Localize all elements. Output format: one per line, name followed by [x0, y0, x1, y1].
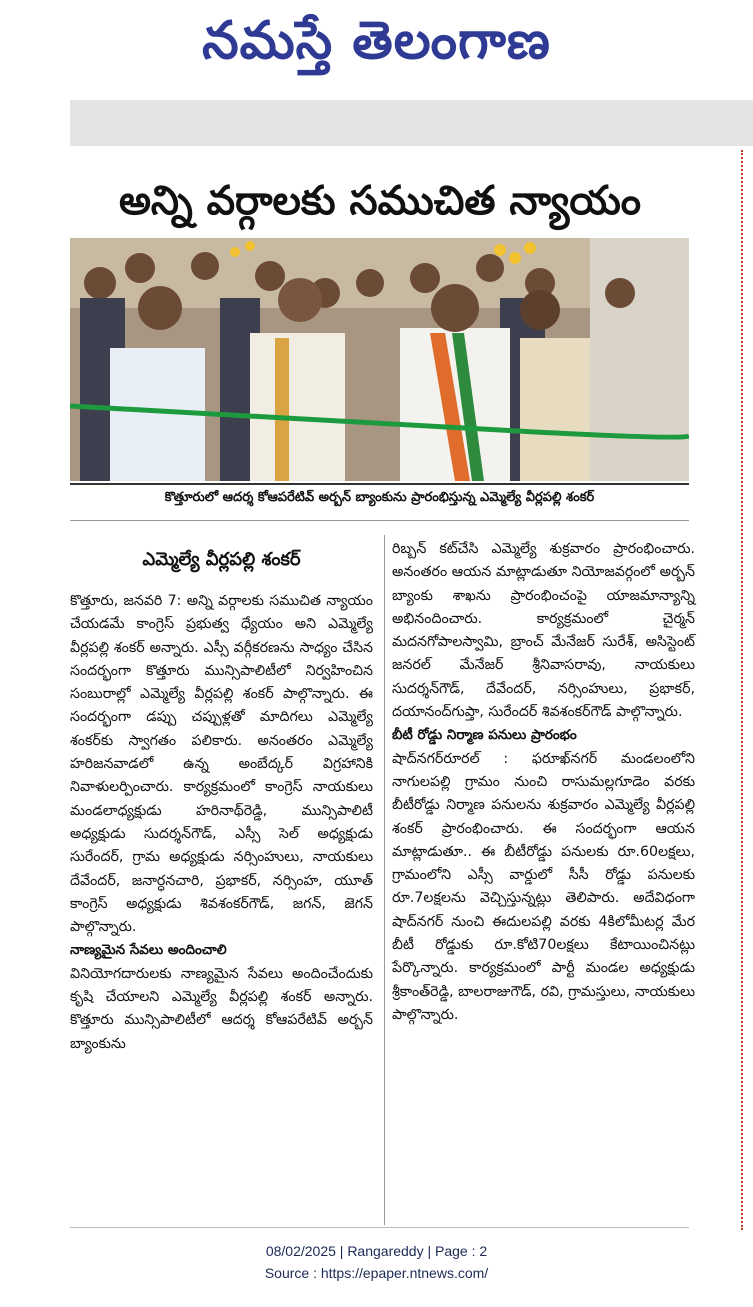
left-paragraph-2: వినియోగదారులకు నాణ్యమైన సేవలు అందించేందుకు కృషి చేయాలని ఎమ్మెల్యే వీర్లపల్లి శంకర్ అన్నారు. కొత్తూరు మున్సిపాలిటీలో ఆదర్శ కోఆపరేటివ్ అర్బన్ బ్యాంకును: [70, 965, 373, 1052]
masthead-title: నమస్తే తెలంగాణ: [202, 10, 551, 71]
right-paragraph-2: షాద్‌నగర్‌రూరల్ : ఫరూఖ్‌నగర్ మండలంలోని నాగులపల్లి గ్రామం నుంచి రాసుమల్లగూడెం వరకు బీటీరోడ్డు నిర్మాణ పనులను శుక్రవారం ఎమ్మెల్యే వీర్లపల్లి శంకర్ ప్రారంభించారు. ఈ సందర్భంగా ఆయన మాట్లాడుతూ.. ఈ బీటీరోడ్డు పనులకు రూ.60లక్షలు, గ్రామంలోని ఎస్సీ వార్డులో సీసీ రోడ్డు పనులకు రూ.7లక్షలను వెచ్చిస్తున్నట్లు తెలిపారు. అదేవిధంగా షాద్‌నగర్ నుంచి ఈదులపల్లి వరకు 4కిలోమీటర్ల మేర బీటీ రోడ్డుకు రూ.కోటి70లక్షలు కేటాయించినట్లు పేర్కొన్నారు. కార్యక్రమంలో పార్టీ మండల అధ్యక్షుడు శ్రీకాంత్‌రెడ్డి, బాలరాజుగౌడ్, రవి, గ్రామస్తులు, నాయకులు పాల్గొన్నారు.: [392, 750, 695, 1023]
footer-rule: [70, 1227, 689, 1228]
right-paragraph-1: రిబ్బన్ కట్‌చేసి ఎమ్మెల్యే శుక్రవారం ప్రారంభించారు. అనంతరం ఆయన మాట్లాడుతూ నియోజవర్గంలో అర్బన్ బ్యాంకు శాఖను ప్రారంభించంపై యాజమాన్యాన్ని అభినందించారు. కార్యక్రమంలో చైర్మన్ మదనగోపాలస్వామి, బ్రాంచ్ మేనేజర్ సురేశ్, అసిస్టెంట్ జనరల్ మేనేజర్ శ్రీనివాసరావు, నాయకులు సుదర్శన్‌గౌడ్, దేవేందర్, నర్సింహులు, ప్రభాకర్, దయానంద్‌గుప్తా, సురేందర్ శివశంకర్‌గౌడ్ పాల్గొన్నారు.: [392, 541, 695, 721]
article-byline: ఎమ్మెల్యే వీర్లపల్లి శంకర్: [142, 549, 301, 570]
left-subheading: నాణ్యమైన సేవలు అందించాలి: [70, 942, 227, 959]
header-band: [70, 100, 753, 146]
photo-caption: కొత్తూరులో ఆదర్శ కోఆపరేటివ్ అర్బన్ బ్యాంకును ప్రారంభిస్తున్న ఎమ్మెల్యే వీర్లపల్లి శంకర్: [164, 490, 595, 505]
footer-source-link[interactable]: Source : https://epaper.ntnews.com/: [264, 1265, 489, 1281]
margin-dotted-rule: [741, 150, 743, 1230]
article-photo: [70, 238, 689, 481]
footer-date-edition: 08/02/2025 | Rangareddy | Page : 2: [265, 1243, 488, 1259]
caption-divider: [70, 483, 689, 485]
left-paragraph-1: కొత్తూరు, జనవరి 7: అన్ని వర్గాలకు సముచిత న్యాయం చేయడమే కాంగ్రెస్ ప్రభుత్వ ధ్యేయం అని ఎమ్మెల్యే వీర్లపల్లి శంకర్ అన్నారు. ఎస్సీ వర్గీకరణను సాధ్యం చేసిన సందర్భంగా కొత్తూరు మున్సిపాలిటీలో నిర్వహించిన సంబురాల్లో ఎమ్మెల్యే వీర్లపల్లి శంకర్ పాల్గొన్నారు. ఈ సందర్భంగా డప్పు చప్పుళ్లతో మాదిగలు ఎమ్మెల్యే శంకర్‌కు స్వాగతం పలికారు. అనంతరం ఎమ్మెల్యే హరిజనవాడలో ఉన్న అంబేద్కర్ విగ్రహానికి నివాళులర్పించారు. కార్యక్రమంలో కాంగ్రెస్ నాయకులు మండలాధ్యక్షుడు హరినాథ్‌రెడ్డి, మున్సిపాలిటీ అధ్యక్షుడు సుదర్శన్‌గౌడ్, ఎస్సీ సెల్ అధ్యక్షుడు సురేందర్, గ్రామ అధ్యక్షుడు నర్సింహులు, నాయకులు దేవేందర్, జనార్ధనచారి, ప్రభాకర్, నర్సింహ, యూత్ కాంగ్రెస్ అధ్యక్షుడు శివశంకర్‌గౌడ్, జగన్, జెగన్ పాల్గొన్నారు.: [70, 593, 373, 936]
page-footer: [0, 1240, 753, 1284]
body-top-rule: [70, 520, 689, 521]
left-column: [70, 590, 373, 1056]
right-column: [392, 538, 695, 1027]
article-headline: అన్ని వర్గాలకు సముచిత న్యాయం: [118, 178, 642, 224]
column-divider: [384, 535, 385, 1225]
right-subheading: బీటీ రోడ్డు నిర్మాణ పనులు ప్రారంభం: [392, 727, 577, 744]
